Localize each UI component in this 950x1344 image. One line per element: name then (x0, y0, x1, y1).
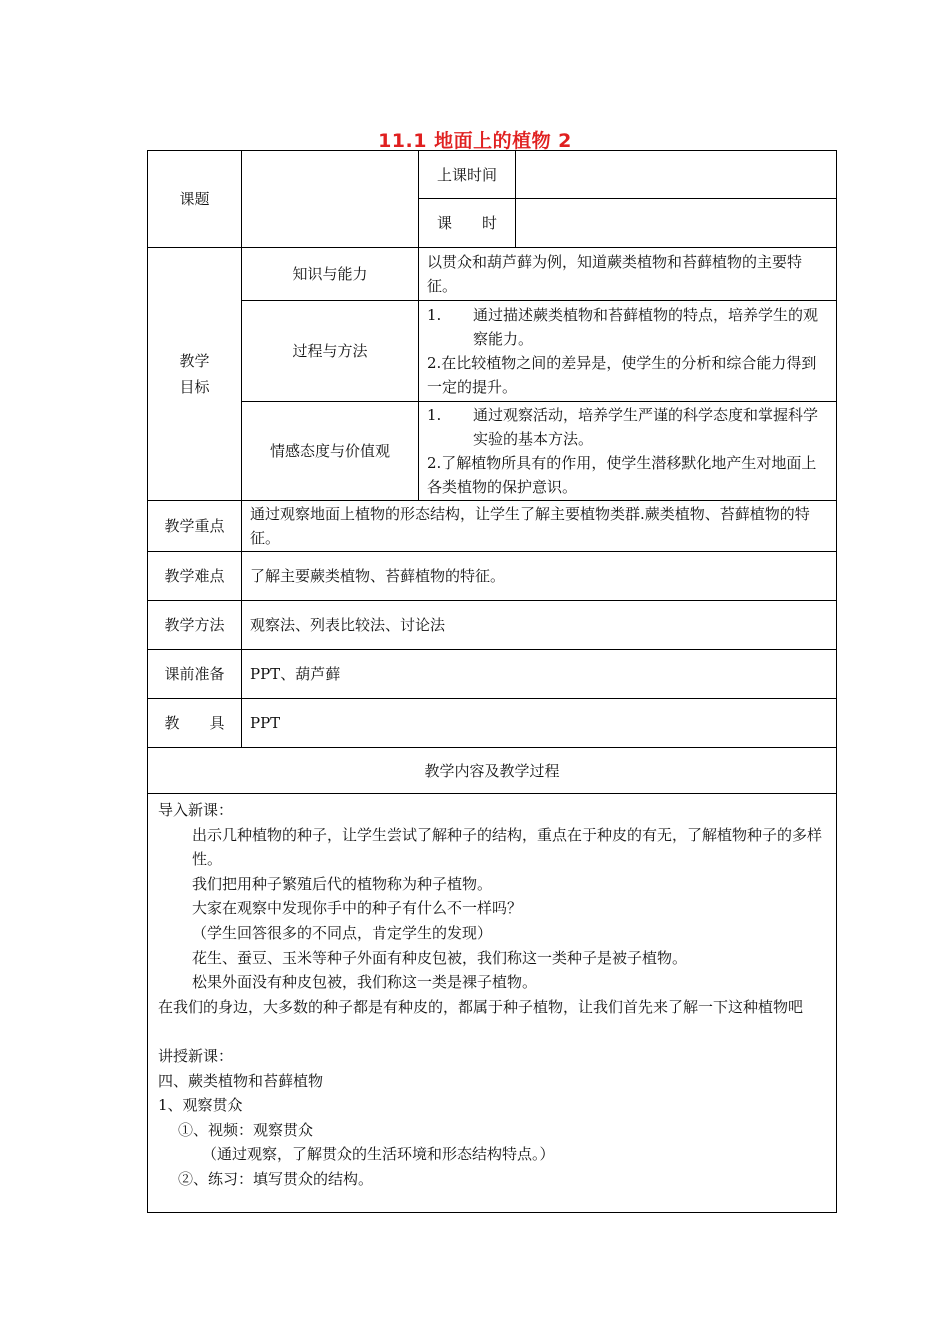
method-row (148, 601, 837, 650)
emotion-item: 2.了解植物所具有的作用，使学生潜移默化地产生对地面上各类植物的保护意识。 (427, 454, 817, 496)
process-line: ①、视频：观察贯众 (178, 1120, 314, 1139)
process-header-row (148, 748, 837, 794)
emotion-item: 1. 通过观察活动，培养学生严谨的科学态度和掌握科学实验的基本方法。 (427, 406, 819, 448)
process-line (158, 1019, 828, 1044)
emotion-text (419, 402, 837, 501)
topic-value (242, 151, 419, 248)
process-line: 讲授新课： (158, 1046, 234, 1065)
objective-emotion-row (148, 402, 837, 501)
process-method-label: 过程与方法 (242, 301, 419, 402)
period-value (516, 199, 837, 248)
objective-process-row (148, 301, 837, 402)
process-line: 我们把用种子繁殖后代的植物称为种子植物。 (192, 874, 493, 893)
emotion-label: 情感态度与价值观 (242, 402, 419, 501)
process-line: 导入新课： (158, 801, 234, 819)
process-content-row (148, 794, 837, 1213)
lesson-plan-table (147, 150, 837, 1213)
process-line: （学生回答很多的不同点，肯定学生的发现） (192, 923, 493, 942)
difficulty-text: 了解主要蕨类植物、苔藓植物的特征。 (242, 552, 837, 601)
page-title: 11.1 地面上的植物 2 (378, 130, 572, 152)
process-header: 教学内容及教学过程 (148, 748, 837, 794)
process-method-text (419, 301, 837, 402)
difficulty-row (148, 552, 837, 601)
time-value (516, 151, 837, 199)
process-line: ②、练习：填写贯众的结构。 (178, 1169, 374, 1188)
process-line: 1、观察贯众 (158, 1096, 243, 1115)
method-text: 观察法、列表比较法、讨论法 (242, 601, 837, 650)
time-row (148, 151, 837, 199)
tools-text: PPT (242, 699, 837, 748)
process-line: （通过观察，了解贯众的生活环境和形态结构特点。） (202, 1145, 555, 1164)
process-method-item: 1. 通过描述蕨类植物和苔藓植物的特点，培养学生的观察能力。 (427, 306, 819, 348)
objective-knowledge-row (148, 248, 837, 301)
process-line: 松果外面没有种皮包被，我们称这一类是裸子植物。 (192, 973, 538, 992)
knowledge-text: 以贯众和葫芦藓为例，知道蕨类植物和苔藓植物的主要特征。 (419, 248, 837, 301)
key-point-label: 教学重点 (148, 501, 242, 552)
process-line: 花生、蚕豆、玉米等种子外面有种皮包被，我们称这一类种子是被子植物。 (192, 948, 688, 967)
preparation-text: PPT、葫芦藓 (242, 650, 837, 699)
process-content (148, 794, 837, 1213)
process-line: 出示几种植物的种子，让学生尝试了解种子的结构，重点在于种皮的有无，了解植物种子的多样性。 (192, 825, 823, 869)
difficulty-label: 教学难点 (148, 552, 242, 601)
time-label: 上课时间 (419, 151, 516, 199)
key-point-text: 通过观察地面上植物的形态结构，让学生了解主要植物类群.蕨类植物、苔藓植物的特征。 (242, 501, 837, 552)
tools-label: 教 具 (148, 699, 242, 748)
process-line: 在我们的身边，大多数的种子都是有种皮的，都属于种子植物，让我们首先来了解一下这种植物吧 (158, 997, 804, 1016)
key-point-row (148, 501, 837, 552)
tools-row (148, 699, 837, 748)
method-label: 教学方法 (148, 601, 242, 650)
preparation-label: 课前准备 (148, 650, 242, 699)
process-line: 四、蕨类植物和苔藓植物 (158, 1071, 324, 1090)
knowledge-label: 知识与能力 (242, 248, 419, 301)
objectives-label: 教学目标 (148, 248, 242, 501)
process-line: 大家在观察中发现你手中的种子有什么不一样吗？ (192, 899, 523, 918)
topic-label: 课题 (148, 151, 242, 248)
period-label: 课 时 (419, 199, 516, 248)
process-method-item: 2.在比较植物之间的差异是，使学生的分析和综合能力得到一定的提升。 (427, 354, 817, 396)
preparation-row (148, 650, 837, 699)
